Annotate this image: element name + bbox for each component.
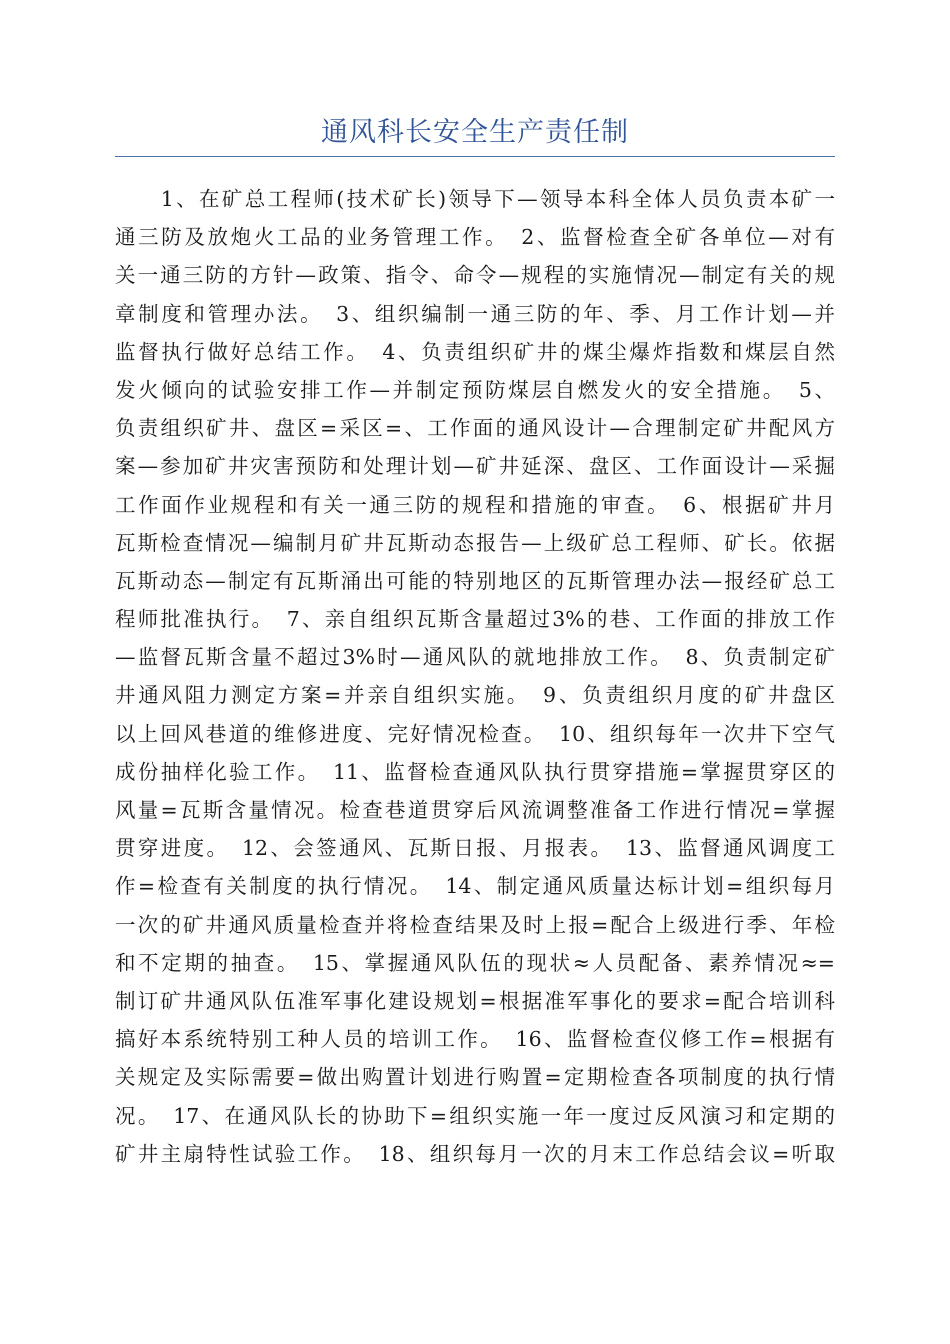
- text-line: 监督执行做好总结工作。 4、负责组织矿井的煤尘爆炸指数和煤层自然: [115, 339, 835, 364]
- text-line: 瓦斯检查情况—编制月矿井瓦斯动态报告—上级矿总工程师、矿长。依据: [115, 530, 835, 555]
- text-line: 搞好本系统特别工种人员的培训工作。 16、监督检查仪修工作=根据有: [115, 1027, 835, 1052]
- text-line: 案—参加矿井灾害预防和处理计划—矿井延深、盘区、工作面设计—采掘: [115, 454, 835, 479]
- text-line: 况。 17、在通风队长的协助下=组织实施一年一度过反风演习和定期的: [115, 1103, 835, 1128]
- text-line: 关规定及实际需要=做出购置计划进行购置=定期检查各项制度的执行情: [115, 1065, 835, 1090]
- text-line: 以上回风巷道的维修进度、完好情况检查。 10、组织每年一次井下空气: [115, 721, 835, 746]
- text-line: 瓦斯动态—制定有瓦斯涌出可能的特别地区的瓦斯管理办法—报经矿总工: [115, 568, 835, 593]
- text-line: 通三防及放炮火工品的业务管理工作。 2、监督检查全矿各单位—对有: [115, 225, 835, 250]
- text-line: 制订矿井通风队伍准军事化建设规划=根据准军事化的要求=配合培训科: [115, 988, 835, 1013]
- text-line: 章制度和管理办法。 3、组织编制一通三防的年、季、月工作计划—并: [115, 301, 835, 326]
- document-title: 通风科长安全生产责任制: [321, 117, 629, 148]
- text-line: 风量=瓦斯含量情况。检查巷道贯穿后风流调整准备工作进行情况=掌握: [115, 798, 835, 822]
- text-line: 矿井主扇特性试验工作。 18、组织每月一次的月末工作总结会议=听取: [115, 1141, 835, 1166]
- text-line: 井通风阻力测定方案=并亲自组织实施。 9、负责组织月度的矿井盘区: [115, 683, 835, 708]
- text-line: 负责组织矿井、盘区=采区=、工作面的通风设计—合理制定矿井配风方: [115, 416, 835, 441]
- text-line: 成份抽样化验工作。 11、监督检查通风队执行贯穿措施=掌握贯穿区的: [115, 759, 835, 784]
- body-paragraph: [115, 180, 835, 1173]
- text-line: 和不定期的抽查。 15、掌握通风队伍的现状≈人员配备、素养情况≈=: [115, 950, 835, 975]
- text-line: 程师批准执行。 7、亲自组织瓦斯含量超过3%的巷、工作面的排放工作: [115, 607, 835, 632]
- text-line: 关一通三防的方针—政策、指令、命令—规程的实施情况—制定有关的规: [115, 263, 835, 288]
- text-line: 发火倾向的试验安排工作—并制定预防煤层自燃发火的安全措施。 5、: [115, 377, 835, 402]
- text-line: 一次的矿井通风质量检查并将检查结果及时上报=配合上级进行季、年检: [115, 912, 835, 937]
- text-line: 工作面作业规程和有关一通三防的规程和措施的审查。 6、根据矿井月: [115, 492, 835, 517]
- text-line: 1、在矿总工程师(技术矿长)领导下—领导本科全体人员负责本矿一: [115, 187, 835, 211]
- title-block: [115, 112, 835, 157]
- text-line: 作=检查有关制度的执行情况。 14、制定通风质量达标计划=组织每月: [115, 874, 835, 899]
- text-line: —监督瓦斯含量不超过3%时—通风队的就地排放工作。 8、负责制定矿: [115, 645, 835, 670]
- text-line: 贯穿进度。 12、会签通风、瓦斯日报、月报表。 13、监督通风调度工: [115, 836, 835, 861]
